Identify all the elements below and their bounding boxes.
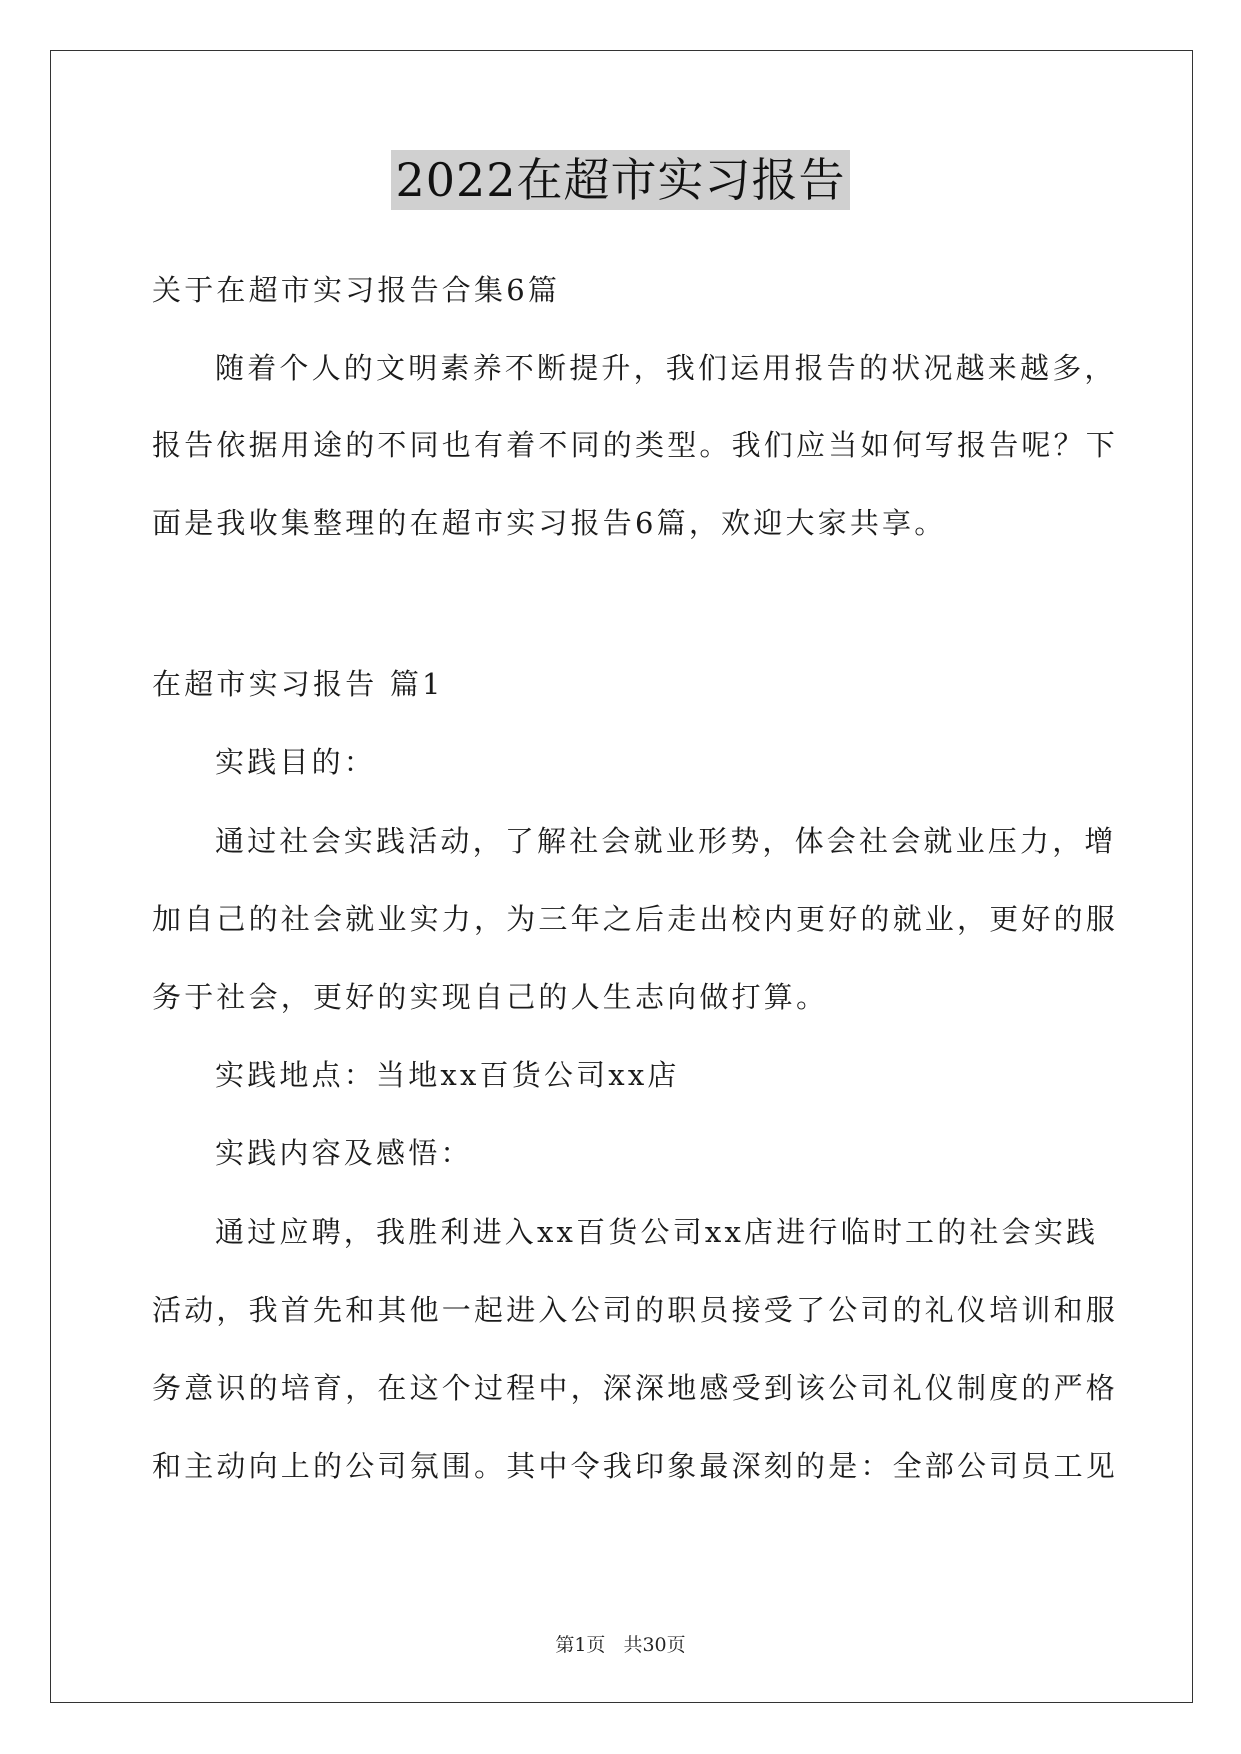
content-line-2: 活动，我首先和其他一起进入公司的职员接受了公司的礼仪培训和服: [152, 1293, 1119, 1327]
content-label: 实践内容及感悟：: [215, 1136, 473, 1170]
page-footer: [0, 1630, 1241, 1657]
purpose-line-1: 通过社会实践活动，了解社会就业形势，体会社会就业压力，增: [215, 824, 1117, 858]
purpose-line-2: 加自己的社会就业实力，为三年之后走出校内更好的就业，更好的服: [152, 902, 1119, 936]
purpose-line-3: 务于社会，更好的实现自己的人生志向做打算。: [152, 980, 829, 1014]
section-heading: 在超市实习报告 篇1: [152, 667, 444, 701]
title-container: [0, 150, 1241, 210]
content-line-3: 务意识的培育，在这个过程中，深深地感受到该公司礼仪制度的严格: [152, 1371, 1119, 1405]
purpose-label: 实践目的：: [215, 745, 377, 779]
page-number: 第1页: [555, 1634, 606, 1656]
intro-line-1: 随着个人的文明素养不断提升，我们运用报告的状况越来越多，: [215, 351, 1117, 385]
document-title: 2022在超市实习报告: [391, 150, 849, 210]
intro-line-2: 报告依据用途的不同也有着不同的类型。我们应当如何写报告呢？下: [152, 428, 1119, 462]
location-line: 实践地点：当地xx百货公司xx店: [215, 1058, 680, 1092]
intro-line-3: 面是我收集整理的在超市实习报告6篇，欢迎大家共享。: [152, 506, 947, 540]
page-total: 共30页: [623, 1634, 686, 1656]
content-line-4: 和主动向上的公司氛围。其中令我印象最深刻的是：全部公司员工见: [152, 1449, 1119, 1483]
document-subtitle: 关于在超市实习报告合集6篇: [152, 273, 561, 307]
content-line-1: 通过应聘，我胜利进入xx百货公司xx店进行临时工的社会实践: [215, 1215, 1099, 1249]
